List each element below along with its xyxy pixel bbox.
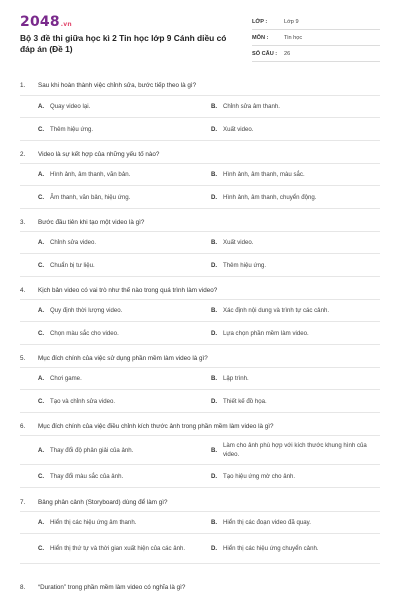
options-row xyxy=(20,186,380,209)
question-6 xyxy=(20,421,380,431)
question-text: Sau khi hoàn thành việc chỉnh sửa, bước tiếp theo là gì? xyxy=(38,81,197,89)
options-row xyxy=(20,299,380,322)
options-row xyxy=(20,534,380,564)
option-b[interactable]: B. Làm cho ảnh phù hợp với kích thước khung hình của video. xyxy=(211,442,367,458)
options-row xyxy=(20,163,380,186)
meta-value: 26 xyxy=(284,50,291,57)
question-number: 1. xyxy=(20,81,26,89)
question-number: 4. xyxy=(20,286,26,294)
meta-value: Tin học xyxy=(284,34,303,41)
meta-label: LỚP : xyxy=(252,18,268,25)
question-text: Bảng phân cảnh (Storyboard) dùng để làm gì? xyxy=(38,498,168,506)
question-1 xyxy=(20,80,380,90)
option-c[interactable]: C. Hiển thị thứ tự và thời gian xuất hiện của các ảnh. xyxy=(38,545,186,552)
option-a[interactable]: A. Quy định thời lượng video. xyxy=(38,307,123,314)
option-d[interactable]: D. Lựa chọn phần mềm làm video. xyxy=(211,329,309,337)
question-number: 6. xyxy=(20,422,26,430)
question-text: Mục đích chính của việc sử dụng phần mềm làm video là gì? xyxy=(38,354,208,362)
option-c[interactable]: C. Chuẩn bị tư liệu. xyxy=(38,261,95,269)
options-row xyxy=(20,367,380,390)
question-number: 8. xyxy=(20,583,26,591)
meta-row-class xyxy=(252,14,380,30)
option-c[interactable]: C. Thay đổi màu sắc của ảnh. xyxy=(38,472,124,480)
logo-suffix: .vn xyxy=(60,21,72,28)
option-b[interactable]: B. Lập trình. xyxy=(211,375,249,382)
option-b[interactable]: B. Chỉnh sửa âm thanh. xyxy=(211,103,280,110)
option-a[interactable]: A. Chơi game. xyxy=(38,375,82,382)
options-row xyxy=(20,465,380,488)
options-row xyxy=(20,390,380,413)
options-row xyxy=(20,95,380,118)
question-text: Bước đầu tiên khi tạo một video là gì? xyxy=(38,218,145,226)
option-d[interactable]: D. Hình ảnh, âm thanh, chuyển động. xyxy=(211,193,317,201)
option-b[interactable]: B. Xác định nội dung và trình tự các cảnh. xyxy=(211,307,330,314)
document-title: Bộ 3 đề thi giữa học kì 2 Tin học lớp 9 Cánh diều có đáp án (Đề 1) xyxy=(20,33,227,54)
option-c[interactable]: C. Âm thanh, văn bản, hiệu ứng. xyxy=(38,193,131,201)
option-a[interactable]: A. Chỉnh sửa video. xyxy=(38,239,97,246)
question-number: 7. xyxy=(20,498,26,506)
meta-label: SỐ CÂU : xyxy=(252,50,278,57)
option-a[interactable]: A. Hiển thị các hiệu ứng âm thanh. xyxy=(38,519,137,526)
option-d[interactable]: D. Thiết kế đồ họa. xyxy=(211,397,267,405)
question-text: Kịch bản video có vai trò như thế nào trong quá trình làm video? xyxy=(38,286,218,294)
logo-text: 2048 xyxy=(20,14,60,30)
option-d[interactable]: D. Hiển thị các hiệu ứng chuyển cảnh. xyxy=(211,545,319,552)
meta-table xyxy=(252,14,380,62)
option-b[interactable]: B. Xuất video. xyxy=(211,239,254,246)
option-b[interactable]: B. Hình ảnh, âm thanh, màu sắc. xyxy=(211,171,305,178)
option-a[interactable]: A. Quay video lại. xyxy=(38,103,91,110)
options-row xyxy=(20,231,380,254)
options-row xyxy=(20,322,380,345)
option-c[interactable]: C. Chọn màu sắc cho video. xyxy=(38,329,119,337)
meta-row-count xyxy=(252,46,380,62)
option-a[interactable]: A. Hình ảnh, âm thanh, văn bản. xyxy=(38,171,131,178)
meta-value: Lớp 9 xyxy=(284,18,299,25)
option-c[interactable]: C. Thêm hiệu ứng. xyxy=(38,125,94,133)
logo[interactable] xyxy=(20,14,72,30)
question-5 xyxy=(20,353,380,363)
options-row xyxy=(20,435,380,465)
meta-label: MÔN : xyxy=(252,34,269,41)
option-b[interactable]: B. Hiển thị các đoạn video đã quay. xyxy=(211,519,311,526)
option-c[interactable]: C. Tạo và chỉnh sửa video. xyxy=(38,397,116,405)
question-3 xyxy=(20,217,380,227)
option-d[interactable]: D. Thêm hiệu ứng. xyxy=(211,261,267,269)
question-text: Mục đích chính của việc điều chỉnh kích thước ảnh trong phần mềm làm video là gì? xyxy=(38,422,274,430)
options-row xyxy=(20,511,380,534)
question-text: Video là sự kết hợp của những yếu tố nào? xyxy=(38,150,160,158)
options-row xyxy=(20,254,380,277)
option-d[interactable]: D. Tạo hiệu ứng mờ cho ảnh. xyxy=(211,472,296,480)
question-4 xyxy=(20,285,380,295)
question-text: “Duration” trong phần mềm làm video có nghĩa là gì? xyxy=(38,583,186,591)
page-header xyxy=(0,0,400,80)
question-8 xyxy=(20,582,380,592)
question-number: 5. xyxy=(20,354,26,362)
question-number: 3. xyxy=(20,218,26,226)
question-2 xyxy=(20,149,380,159)
question-7 xyxy=(20,497,380,507)
meta-row-subject xyxy=(252,30,380,46)
question-number: 2. xyxy=(20,150,26,158)
options-row xyxy=(20,118,380,141)
option-a[interactable]: A. Thay đổi độ phân giải của ảnh. xyxy=(38,446,134,454)
option-d[interactable]: D. Xuất video. xyxy=(211,125,254,133)
